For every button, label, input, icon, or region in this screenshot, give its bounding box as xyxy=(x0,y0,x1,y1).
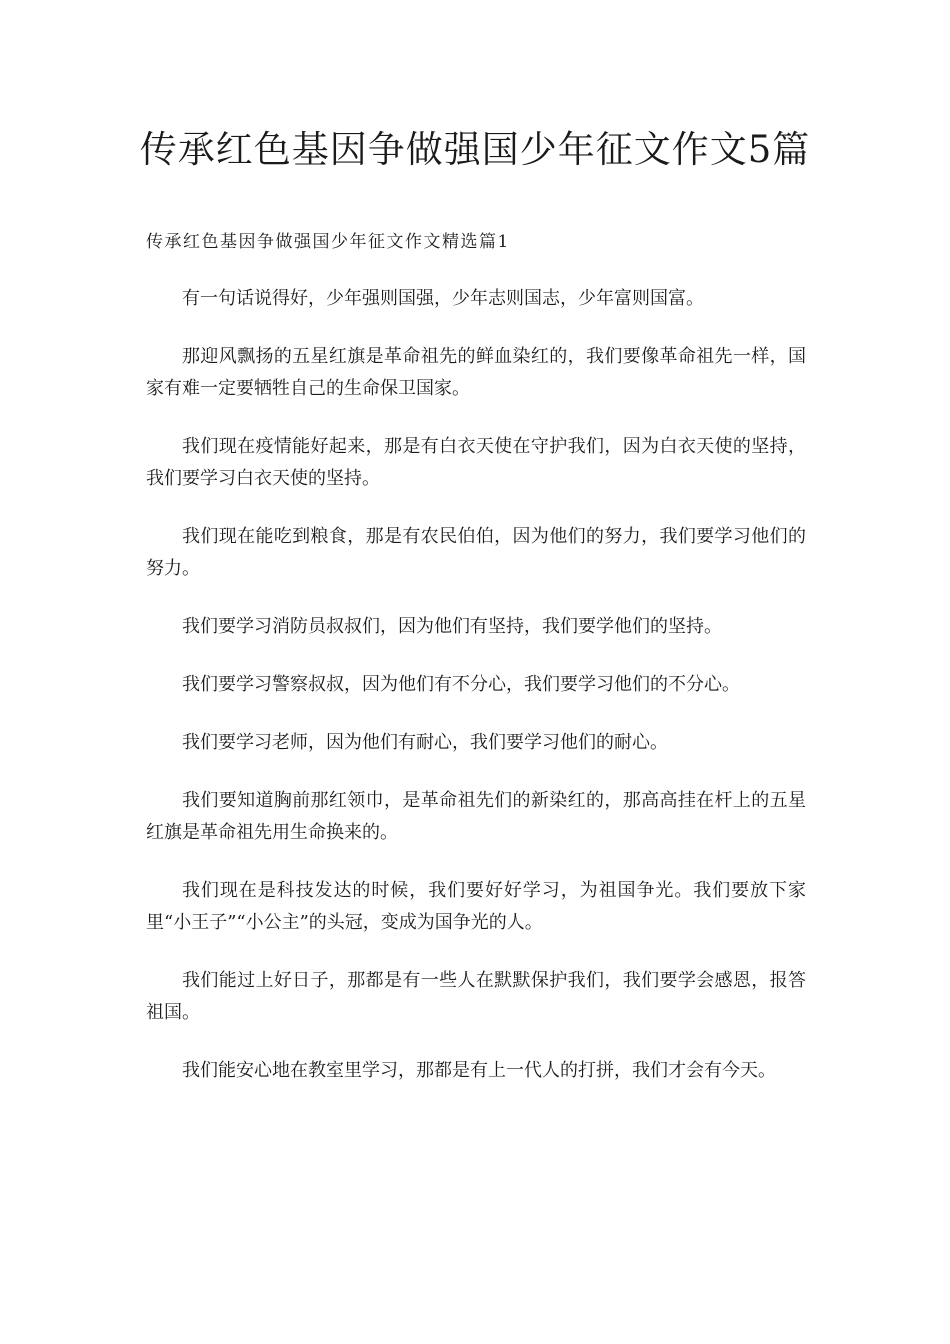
paragraph: 我们能安心地在教室里学习，那都是有上一代人的打拼，我们才会有今天。 xyxy=(182,1060,776,1081)
paragraph: 我们要学习老师，因为他们有耐心，我们要学习他们的耐心。 xyxy=(182,732,668,753)
paragraph: 有一句话说得好，少年强则国强，少年志则国志，少年富则国富。 xyxy=(182,288,704,309)
document-title: 传承红色基因争做强国少年征文作文5篇 xyxy=(139,128,811,171)
section-heading: 传承红色基因争做强国少年征文作文精选篇1 xyxy=(146,232,510,252)
paragraph: 我们要知道胸前那红领巾，是革命祖先们的新染红的，那高高挂在杆上的五星红旗是革命祖先用生命换来的。 xyxy=(146,790,806,843)
paragraph: 我们现在是科技发达的时候，我们要好好学习，为祖国争光。我们要放下家里“小王子”“小公主”的头冠，变成为国争光的人。 xyxy=(146,880,806,933)
paragraph: 我们要学习消防员叔叔们，因为他们有坚持，我们要学他们的坚持。 xyxy=(182,616,722,637)
essay-body xyxy=(146,283,806,1113)
paragraph: 我们能过上好日子，那都是有一些人在默默保护我们，我们要学会感恩，报答祖国。 xyxy=(146,970,806,1023)
paragraph: 那迎风飘扬的五星红旗是革命祖先的鲜血染红的，我们要像革命祖先一样，国家有难一定要牺牲自己的生命保卫国家。 xyxy=(146,346,806,399)
paragraph: 我们现在能吃到粮食，那是有农民伯伯，因为他们的努力，我们要学习他们的努力。 xyxy=(146,526,806,579)
paragraph: 我们要学习警察叔叔，因为他们有不分心，我们要学习他们的不分心。 xyxy=(182,674,740,695)
paragraph: 我们现在疫情能好起来，那是有白衣天使在守护我们，因为白衣天使的坚持，我们要学习白衣天使的坚持。 xyxy=(146,436,806,489)
